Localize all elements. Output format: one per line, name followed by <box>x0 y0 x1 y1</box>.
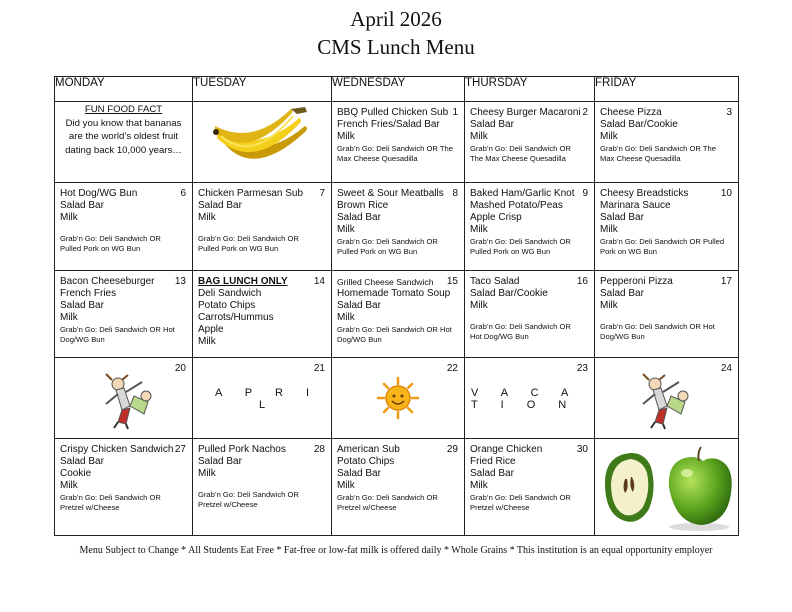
menu-item: Milk <box>60 212 78 223</box>
menu-item: Salad Bar <box>600 212 644 223</box>
vacation-day-23 <box>465 358 595 439</box>
menu-item: Salad Bar/Cookie <box>600 119 678 130</box>
menu-day-2 <box>465 102 595 183</box>
date-number: 13 <box>174 276 186 287</box>
menu-item: Milk <box>60 480 78 491</box>
day-header-wednesday: WEDNESDAY <box>332 77 465 102</box>
day-header-tuesday: TUESDAY <box>193 77 332 102</box>
date-number: 2 <box>582 107 588 118</box>
vacation-day-22 <box>332 358 465 439</box>
grab-n-go-note: Grab’n Go: Deli Sandwich OR Pulled Pork on WG Bun <box>600 237 725 256</box>
menu-item: Milk <box>198 468 216 479</box>
menu-day-15 <box>332 271 465 358</box>
grab-n-go-note: Grab’n Go: Deli Sandwich OR Pretzel w/Cheese <box>337 493 438 512</box>
grab-n-go-note: Grab’n Go: Deli Sandwich OR The Max Cheese Quesadilla <box>600 144 716 163</box>
menu-item: Cheesy Burger Macaroni <box>470 107 581 118</box>
menu-item: Salad Bar <box>198 200 242 211</box>
menu-item: Milk <box>470 480 488 491</box>
menu-item: Salad Bar/Cookie <box>470 288 548 299</box>
date-number: 28 <box>313 444 325 455</box>
menu-day-10 <box>595 183 739 271</box>
menu-item: Milk <box>198 336 216 347</box>
menu-item: BBQ Pulled Chicken Sub <box>337 107 449 118</box>
green-apple-icon <box>595 439 737 534</box>
menu-item: Marinara Sauce <box>600 200 671 211</box>
grab-n-go-note: Grab’n Go: Deli Sandwich OR Hot Dog/WG Bun <box>60 325 175 344</box>
playing-child-icon <box>98 370 158 430</box>
menu-item: Bacon Cheeseburger <box>60 276 155 287</box>
sun-icon <box>376 376 420 420</box>
grab-n-go-note: Grab’n Go: Deli Sandwich OR Hot Dog/WG Bun <box>600 322 715 341</box>
date-number: 24 <box>720 363 732 374</box>
bag-lunch-heading: BAG LUNCH ONLY <box>198 276 288 287</box>
banana-image-cell <box>193 102 332 183</box>
menu-day-27 <box>55 439 193 536</box>
page-subtitle: CMS Lunch Menu <box>317 35 475 59</box>
date-number: 17 <box>720 276 732 287</box>
menu-calendar <box>54 76 739 536</box>
date-number: 16 <box>576 276 588 287</box>
week-row-5 <box>55 439 739 536</box>
date-number: 29 <box>446 444 458 455</box>
apple-image-cell <box>595 439 739 536</box>
menu-item: Sweet & Sour Meatballs <box>337 188 444 199</box>
menu-day-8 <box>332 183 465 271</box>
menu-item: American Sub <box>337 444 400 455</box>
grab-n-go-note: Grab’n Go: Deli Sandwich OR Pulled Pork on WG Bun <box>198 234 299 253</box>
menu-day-6 <box>55 183 193 271</box>
menu-day-13 <box>55 271 193 358</box>
menu-item: Cheese Pizza <box>600 107 662 118</box>
vacation-day-24 <box>595 358 739 439</box>
fun-fact-line: dating back 10,000 years… <box>65 144 182 156</box>
date-number: 9 <box>582 188 588 199</box>
week-row-1 <box>55 102 739 183</box>
day-header-friday: FRIDAY <box>595 77 739 102</box>
menu-item: Milk <box>337 480 355 491</box>
date-number: 27 <box>174 444 186 455</box>
fun-fact-line: are the world’s oldest fruit <box>68 131 179 142</box>
menu-item: Baked Ham/Garlic Knot <box>470 188 575 199</box>
date-number: 30 <box>576 444 588 455</box>
menu-item: Milk <box>600 300 618 311</box>
vacation-day-20 <box>55 358 193 439</box>
menu-item: Brown Rice <box>337 200 389 211</box>
grab-n-go-note: Grab’n Go: Deli Sandwich OR Hot Dog/WG Bun <box>470 322 571 341</box>
vacation-banner-text: V A C A T I O N <box>471 387 578 411</box>
menu-item: Salad Bar <box>337 212 381 223</box>
grab-n-go-note: Grab’n Go: Deli Sandwich OR Pulled Pork on WG Bun <box>470 237 571 256</box>
menu-day-30 <box>465 439 595 536</box>
menu-item: Milk <box>600 131 618 142</box>
grab-n-go-note: Grab’n Go: Deli Sandwich OR The Max Cheese Quesadilla <box>470 144 571 163</box>
menu-item: Apple <box>198 324 224 335</box>
menu-item: French Fries <box>60 288 117 299</box>
menu-item: Salad Bar <box>600 288 644 299</box>
menu-day-17 <box>595 271 739 358</box>
menu-day-1 <box>332 102 465 183</box>
menu-item: Deli Sandwich <box>198 288 262 299</box>
date-number: 21 <box>313 363 325 374</box>
menu-item: Salad Bar <box>60 456 104 467</box>
playing-child-icon <box>635 370 695 430</box>
menu-item: French Fries/Salad Bar <box>337 119 440 130</box>
date-number: 20 <box>174 363 186 374</box>
menu-item: Milk <box>337 312 355 323</box>
grab-n-go-note: Grab’n Go: Deli Sandwich OR Pulled Pork on WG Bun <box>60 234 161 253</box>
day-header-monday: MONDAY <box>55 77 193 102</box>
date-number: 14 <box>313 276 325 287</box>
menu-day-14 <box>193 271 332 358</box>
menu-item: Milk <box>60 312 78 323</box>
menu-item: Salad Bar <box>198 456 242 467</box>
grab-n-go-note: Grab’n Go: Deli Sandwich OR The Max Cheese Quesadilla <box>337 144 453 163</box>
menu-day-29 <box>332 439 465 536</box>
menu-item: Carrots/Hummus <box>198 312 274 323</box>
menu-item: Salad Bar <box>470 119 514 130</box>
menu-item: Taco Salad <box>470 276 520 287</box>
date-number: 1 <box>452 107 458 118</box>
grab-n-go-note: Grab’n Go: Deli Sandwich OR Pulled Pork on WG Bun <box>337 237 438 256</box>
menu-item: Milk <box>600 224 618 235</box>
grab-n-go-note: Grab’n Go: Deli Sandwich OR Pretzel w/Cheese <box>470 493 571 512</box>
menu-item: Salad Bar <box>60 200 104 211</box>
menu-item: Milk <box>198 212 216 223</box>
fun-fact-heading: FUN FOOD FACT <box>84 104 163 115</box>
menu-item: Chicken Parmesan Sub <box>198 188 304 199</box>
footer-note: Menu Subject to Change * All Students Eat Free * Fat-free or low-fat milk is offered daily * Whole Grains * This institution is an equal opportunity employer <box>79 545 713 556</box>
menu-item: Fried Rice <box>470 456 516 467</box>
menu-item: Salad Bar <box>337 300 381 311</box>
menu-day-9 <box>465 183 595 271</box>
menu-item: Hot Dog/WG Bun <box>60 188 138 199</box>
menu-item: Potato Chips <box>198 300 256 311</box>
menu-item: Salad Bar <box>470 468 514 479</box>
menu-day-7 <box>193 183 332 271</box>
menu-item: Mashed Potato/Peas <box>470 200 563 211</box>
menu-item: Milk <box>337 131 355 142</box>
day-header-thursday: THURSDAY <box>465 77 595 102</box>
grab-n-go-note: Grab’n Go: Deli Sandwich OR Pretzel w/Cheese <box>60 493 161 512</box>
menu-item: Cookie <box>60 468 92 479</box>
menu-item: Crispy Chicken Sandwich <box>60 444 174 455</box>
menu-item: Pepperoni Pizza <box>600 276 673 287</box>
menu-item: Grilled Cheese Sandwich <box>337 277 434 287</box>
page-title: April 2026 <box>350 7 442 31</box>
menu-item: Apple Crisp <box>470 212 522 223</box>
menu-item: Salad Bar <box>337 468 381 479</box>
date-number: 22 <box>446 363 458 374</box>
banana-icon <box>193 102 330 180</box>
date-number: 6 <box>180 188 186 199</box>
menu-item: Cheesy Breadsticks <box>600 188 689 199</box>
date-number: 15 <box>446 276 458 287</box>
menu-item: Milk <box>337 224 355 235</box>
menu-item: Milk <box>470 224 488 235</box>
menu-day-16 <box>465 271 595 358</box>
menu-item: Pulled Pork Nachos <box>198 444 286 455</box>
day-header-row <box>55 77 739 102</box>
date-number: 8 <box>452 188 458 199</box>
menu-item: Milk <box>470 300 488 311</box>
date-number: 10 <box>720 188 732 199</box>
week-row-2 <box>55 183 739 271</box>
vacation-day-21 <box>193 358 332 439</box>
fun-fact-line: Did you know that bananas <box>65 117 182 129</box>
menu-item: Salad Bar <box>60 300 104 311</box>
april-banner-text: A P R I L <box>214 387 320 411</box>
week-row-3 <box>55 271 739 358</box>
menu-day-28 <box>193 439 332 536</box>
menu-item: Milk <box>470 131 488 142</box>
menu-day-3 <box>595 102 739 183</box>
menu-item: Potato Chips <box>337 456 395 467</box>
date-number: 7 <box>319 188 325 199</box>
grab-n-go-note: Grab’n Go: Deli Sandwich OR Pretzel w/Cheese <box>198 490 299 509</box>
date-number: 23 <box>576 363 588 374</box>
week-row-4 <box>55 358 739 439</box>
fun-food-fact-cell <box>55 102 193 183</box>
menu-item: Orange Chicken <box>470 444 543 455</box>
grab-n-go-note: Grab’n Go: Deli Sandwich OR Hot Dog/WG Bun <box>337 325 452 344</box>
date-number: 3 <box>726 107 732 118</box>
menu-item: Homemade Tomato Soup <box>337 288 451 299</box>
